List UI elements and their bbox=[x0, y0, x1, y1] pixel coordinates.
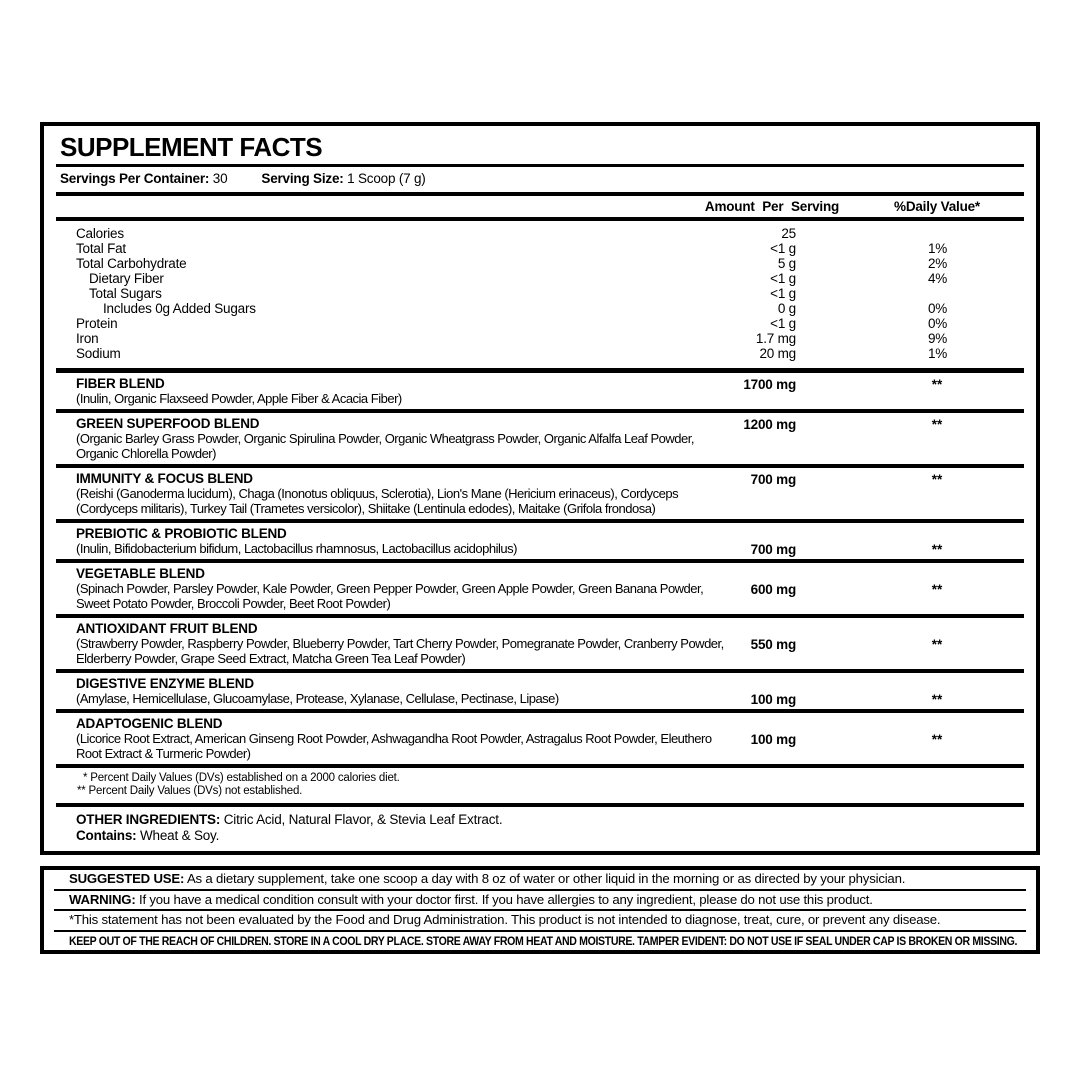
blend-section-fiber bbox=[56, 373, 1024, 409]
nutrient-daily-value bbox=[796, 286, 1024, 301]
nutrient-daily-value: 0% bbox=[927, 316, 948, 331]
nutrient-amount: 20 mg bbox=[759, 346, 796, 361]
nutrient-amount: 0 g bbox=[777, 301, 796, 316]
blend-ingredients: (Inulin, Organic Flaxseed Powder, Apple Fiber & Acacia Fiber) bbox=[76, 391, 402, 406]
blend-section-vegetable bbox=[56, 563, 1024, 614]
table-row bbox=[56, 346, 1024, 361]
other-ingredients bbox=[56, 807, 1024, 851]
fda-disclaimer-text: *This statement has not been evaluated by the Food and Drug Administration. This product is not intended to diagnose, treat, cure, or prevent any disease. bbox=[69, 912, 941, 927]
serving-info-row bbox=[56, 167, 1024, 192]
nutrient-name: Dietary Fiber bbox=[89, 271, 164, 286]
blend-daily-value: ** bbox=[931, 417, 943, 432]
nutrient-name: Iron bbox=[76, 331, 99, 346]
blend-daily-value: ** bbox=[931, 732, 943, 747]
other-ingredients-line bbox=[76, 812, 1024, 828]
blend-daily-value: ** bbox=[931, 377, 943, 392]
nutrient-daily-value: 2% bbox=[927, 256, 948, 271]
warning-label: WARNING: bbox=[69, 891, 136, 907]
blend-ingredients: (Reishi (Ganoderma lucidum), Chaga (Inonotus obliquus, Sclerotia), Lion's Mane (Hericium erinaceus), Cordyceps (Cordyceps militaris), Turkey Tail (Trametes versicolor), Shiitake (Lentinula edodes), Maitake (Grifola frondosa) bbox=[76, 486, 679, 516]
nutrient-amount: <1 g bbox=[770, 316, 796, 331]
suggested-use-text: As a dietary supplement, take one scoop a day with 8 oz of water or other liquid in the morning or as directed by your physician. bbox=[186, 871, 906, 886]
blend-section-digestive-enzyme bbox=[56, 673, 1024, 709]
blend-amount: 550 mg bbox=[750, 637, 796, 652]
table-row bbox=[56, 271, 1024, 286]
blend-amount: 100 mg bbox=[750, 732, 796, 747]
blend-ingredients: (Inulin, Bifidobacterium bifidum, Lactobacillus rhamnosus, Lactobacillus acidophilus) bbox=[76, 541, 517, 556]
other-ingredients-label: OTHER INGREDIENTS: bbox=[76, 812, 221, 827]
table-row bbox=[56, 256, 1024, 271]
blend-name: PREBIOTIC & PROBIOTIC BLEND bbox=[76, 526, 287, 541]
blend-section-immunity-focus bbox=[56, 468, 1024, 519]
column-header-row bbox=[56, 196, 1024, 217]
nutrient-name: Calories bbox=[76, 226, 124, 241]
warning-text: If you have a medical condition consult with your doctor first. If you have allergies to any ingredient, please do not use this product. bbox=[139, 891, 873, 907]
footnote-dv-established: * Percent Daily Values (DVs) established on a 2000 calories diet. bbox=[83, 772, 400, 784]
nutrient-amount: <1 g bbox=[770, 271, 796, 286]
table-row bbox=[56, 301, 1024, 316]
nutrient-name: Sodium bbox=[76, 346, 121, 361]
table-row bbox=[56, 331, 1024, 346]
serving-size-label: Serving Size: bbox=[261, 171, 344, 186]
blend-ingredients: (Organic Barley Grass Powder, Organic Spirulina Powder, Organic Wheatgrass Powder, Organic Alfalfa Leaf Powder, Organic Chlorella Powder) bbox=[76, 431, 694, 461]
servings-per-container-value: 30 bbox=[212, 171, 228, 186]
nutrient-name: Total Carbohydrate bbox=[76, 256, 187, 271]
blend-name: DIGESTIVE ENZYME BLEND bbox=[76, 676, 254, 691]
blend-amount: 1700 mg bbox=[743, 377, 796, 392]
blend-daily-value: ** bbox=[931, 692, 943, 707]
blend-name: ANTIOXIDANT FRUIT BLEND bbox=[76, 621, 258, 636]
servings-per-container-label: Servings Per Container: bbox=[60, 171, 210, 186]
fda-disclaimer-row bbox=[44, 911, 1036, 930]
serving-size bbox=[261, 171, 425, 186]
blend-ingredients: (Licorice Root Extract, American Ginseng Root Powder, Ashwagandha Root Powder, Astragalus Root Powder, Eleuthero Root Extract & Turmeric Powder) bbox=[76, 731, 712, 761]
blend-ingredients: (Amylase, Hemicellulase, Glucoamylase, Protease, Xylanase, Cellulase, Pectinase, Lipase) bbox=[76, 691, 559, 706]
nutrient-daily-value: 1% bbox=[927, 241, 948, 256]
panel-title: SUPPLEMENT FACTS bbox=[60, 132, 323, 162]
blend-ingredients: (Strawberry Powder, Raspberry Powder, Blueberry Powder, Tart Cherry Powder, Pomegranate Powder, Cranberry Powder, Elderberry Powder, Grape Seed Extract, Matcha Green Tea Leaf Powder) bbox=[76, 636, 724, 666]
contains-line bbox=[76, 828, 1024, 844]
footnotes bbox=[56, 768, 1024, 803]
blend-amount: 1200 mg bbox=[743, 417, 796, 432]
servings-per-container bbox=[60, 171, 227, 186]
blend-name: IMMUNITY & FOCUS BLEND bbox=[76, 471, 253, 486]
blend-name: GREEN SUPERFOOD BLEND bbox=[76, 416, 260, 431]
nutrient-name: Total Sugars bbox=[89, 286, 162, 301]
nutrient-daily-value: 4% bbox=[927, 271, 948, 286]
contains-label: Contains: bbox=[76, 828, 137, 843]
usage-warning-panel bbox=[40, 866, 1040, 954]
other-ingredients-value: Citric Acid, Natural Flavor, & Stevia Leaf Extract. bbox=[223, 812, 503, 827]
blend-ingredients: (Spinach Powder, Parsley Powder, Kale Powder, Green Pepper Powder, Green Apple Powder, Green Banana Powder, Sweet Potato Powder, Broccoli Powder, Beet Root Powder) bbox=[76, 581, 704, 611]
nutrient-amount: <1 g bbox=[770, 286, 796, 301]
warning-row bbox=[44, 891, 1036, 910]
nutrient-daily-value: 0% bbox=[927, 301, 948, 316]
serving-size-value: 1 Scoop (7 g) bbox=[347, 171, 426, 186]
blend-name: ADAPTOGENIC BLEND bbox=[76, 716, 223, 731]
table-row bbox=[56, 286, 1024, 301]
nutrient-amount: <1 g bbox=[770, 241, 796, 256]
nutrient-name: Total Fat bbox=[76, 241, 126, 256]
table-row bbox=[56, 226, 1024, 241]
blend-section-prebiotic-probiotic bbox=[56, 523, 1024, 559]
blend-amount: 600 mg bbox=[750, 582, 796, 597]
blend-daily-value: ** bbox=[931, 472, 943, 487]
blend-name: FIBER BLEND bbox=[76, 376, 165, 391]
nutrient-name: Includes 0g Added Sugars bbox=[103, 301, 256, 316]
storage-warning-text: KEEP OUT OF THE REACH OF CHILDREN. STORE IN A COOL DRY PLACE. STORE AWAY FROM HEAT AND MOISTURE. TAMPER EVIDENT: DO NOT USE IF SEAL UNDER CAP IS BROKEN OR MISSING. bbox=[69, 933, 1018, 948]
suggested-use-label: SUGGESTED USE: bbox=[69, 871, 185, 886]
nutrient-daily-value: 1% bbox=[927, 346, 948, 361]
blend-name: VEGETABLE BLEND bbox=[76, 566, 205, 581]
nutrient-amount: 1.7 mg bbox=[755, 331, 796, 346]
blend-amount: 100 mg bbox=[750, 692, 796, 707]
blend-section-antioxidant-fruit bbox=[56, 618, 1024, 669]
nutrient-amount: 5 g bbox=[777, 256, 796, 271]
blend-section-green-superfood bbox=[56, 413, 1024, 464]
nutrient-daily-value bbox=[796, 226, 1024, 241]
amount-per-serving-header: Amount Per Serving bbox=[704, 199, 840, 214]
nutrient-table bbox=[56, 221, 1024, 368]
daily-value-header: %Daily Value* bbox=[894, 199, 980, 214]
nutrient-daily-value: 9% bbox=[927, 331, 948, 346]
table-row bbox=[56, 241, 1024, 256]
suggested-use-row bbox=[44, 870, 1036, 889]
blend-daily-value: ** bbox=[931, 582, 943, 597]
blend-section-adaptogenic bbox=[56, 713, 1024, 764]
table-row bbox=[56, 316, 1024, 331]
blend-amount: 700 mg bbox=[750, 472, 796, 487]
footnote-dv-not-established: ** Percent Daily Values (DVs) not established. bbox=[77, 785, 303, 797]
blend-daily-value: ** bbox=[931, 637, 943, 652]
contains-value: Wheat & Soy. bbox=[140, 828, 220, 843]
storage-warning-row bbox=[44, 932, 1036, 951]
nutrient-amount: 25 bbox=[781, 226, 796, 241]
nutrient-name: Protein bbox=[76, 316, 118, 331]
blend-amount: 700 mg bbox=[750, 542, 796, 557]
supplement-facts-panel bbox=[40, 122, 1040, 855]
blend-daily-value: ** bbox=[931, 542, 943, 557]
